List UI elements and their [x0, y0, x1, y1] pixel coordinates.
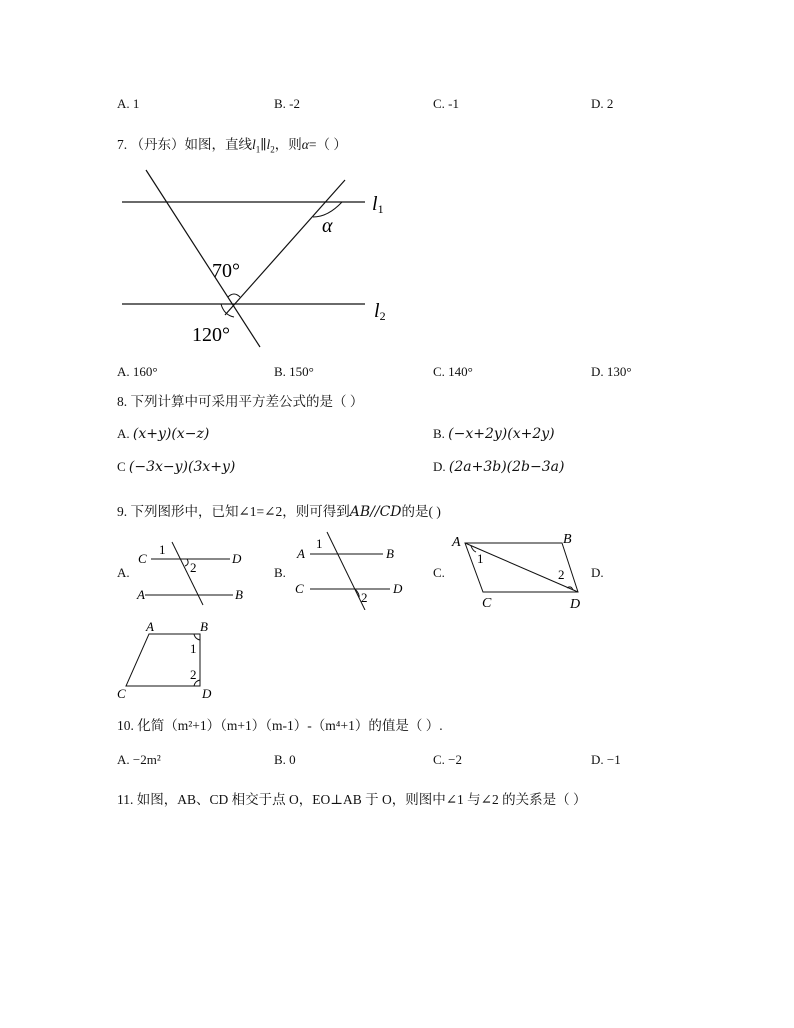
transversal	[327, 532, 365, 610]
q10-option-d: D. −1	[591, 752, 621, 767]
label-a: A	[137, 587, 145, 602]
transversal-left	[146, 170, 260, 347]
q9-figure-c	[450, 530, 590, 612]
q8-stem: 8. 下列计算中可采用平方差公式的是（ ）	[117, 394, 364, 409]
label-b: B	[563, 532, 572, 547]
label-alpha: α	[322, 215, 333, 237]
q10-option-a: A. −2m²	[117, 752, 161, 767]
q7-option-d: D. 130°	[591, 364, 632, 379]
label-1: 1	[159, 542, 166, 557]
q7-stem: 7. （丹东）如图，直线$l_1\parallel l_2$，则α=（ ）	[117, 137, 347, 155]
angle-2-arc	[185, 559, 188, 566]
q9-figure-d	[114, 620, 224, 702]
q10-stem: 10. 化简（m²+1）（m+1）（m-1）-（m⁴+1）的值是（ ）.	[117, 718, 443, 733]
label-70-degree: 70°	[212, 260, 240, 282]
label-c: C	[117, 686, 126, 701]
transversal-right	[225, 180, 345, 315]
q9-option-c-label: C.	[433, 565, 445, 580]
label-c: C	[138, 551, 147, 566]
trapezoid	[126, 634, 200, 686]
label-b: B	[235, 587, 243, 602]
q8-option-b: B. (−x+2y)(x+2y)	[433, 426, 555, 442]
label-2: 2	[190, 667, 197, 682]
label-c: C	[482, 596, 492, 611]
label-a: A	[297, 546, 305, 561]
q10-option-b: B. 0	[274, 752, 296, 767]
q7-option-b: B. 150°	[274, 364, 314, 379]
label-l2: l2	[374, 300, 386, 323]
label-b: B	[386, 546, 394, 561]
q6-option-b: B. -2	[274, 96, 300, 111]
label-1: 1	[316, 536, 323, 551]
q6-option-d: D. 2	[591, 96, 614, 111]
label-1: 1	[190, 641, 197, 656]
label-2: 2	[190, 560, 197, 575]
angle-120-arc	[221, 304, 234, 317]
q9-option-a-label: A.	[117, 565, 130, 580]
transversal	[172, 542, 203, 605]
angle-70-arc	[228, 294, 240, 297]
q9-stem: 9. 下列图形中，已知∠1=∠2，则可得到AB//CD的是( )	[117, 504, 441, 520]
label-2: 2	[558, 567, 565, 582]
q11-stem: 11. 如图，AB、CD 相交于点 O，EO⊥AB 于 O，则图中∠1 与∠2 的关系是（ ）	[117, 792, 587, 807]
label-l1: l1	[372, 193, 384, 216]
label-2: 2	[361, 590, 368, 605]
q8-option-d: D. (2a+3b)(2b−3a)	[433, 459, 565, 475]
q6-option-c: C. -1	[433, 96, 459, 111]
q6-option-a: A. 1	[117, 96, 140, 111]
q7-option-a: A. 160°	[117, 364, 158, 379]
q9-figure-b	[290, 530, 420, 610]
label-c: C	[295, 581, 304, 596]
label-a: A	[452, 535, 461, 550]
q9-figure-a	[135, 538, 255, 608]
q7-option-c: C. 140°	[433, 364, 473, 379]
label-a: A	[146, 620, 154, 634]
label-d: D	[202, 686, 212, 701]
label-120-degree: 120°	[192, 324, 230, 346]
label-d: D	[393, 581, 403, 596]
q9-option-d-label: D.	[591, 565, 604, 580]
label-d: D	[232, 551, 242, 566]
label-b: B	[200, 620, 208, 634]
angle-1-arc	[194, 634, 200, 640]
q8-option-a: A. (x+y)(x−z)	[117, 426, 210, 442]
q7-parallel-lines-figure	[110, 165, 410, 350]
q10-option-c: C. −2	[433, 752, 463, 767]
label-d: D	[570, 597, 581, 612]
label-1: 1	[477, 551, 484, 566]
q8-option-c: C (−3x−y)(3x+y)	[117, 459, 236, 475]
q9-option-b-label: B.	[274, 565, 286, 580]
